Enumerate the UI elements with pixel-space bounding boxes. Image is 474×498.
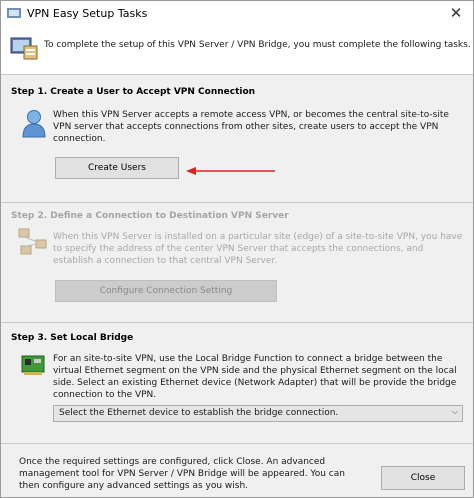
chevron-down-icon: ⌵ <box>451 407 458 416</box>
footer-instructions: Once the required settings are configured, click Close. An advanced management tool for VPN Server / VPN Bridge will be appeared. You can then configure any advanced settings as you wish. <box>19 457 345 491</box>
ethernet-device-select[interactable] <box>53 405 463 422</box>
header-instructions: To complete the setup of this VPN Server / VPN Bridge, you must complete the following tasks. <box>44 40 471 50</box>
step2-title: Step 2. Define a Connection to Destination VPN Server <box>11 211 289 221</box>
divider <box>1 443 473 444</box>
title-bar <box>1 1 473 26</box>
header-panel <box>1 26 473 74</box>
network-connection-icon <box>18 228 48 256</box>
annotation-arrow-icon <box>186 167 276 175</box>
step3-description: For an site-to-site VPN, use the Local Bridge Function to connect a bridge between the virtual Ethernet segment on the VPN side and the physical Ethernet segment on the local side. Select an existing Ethernet device (Network Adapter) that will be provide the bridge connection to the VPN. <box>53 354 457 400</box>
step1-title: Step 1. Create a User to Accept VPN Connection <box>11 87 256 97</box>
step1-description: When this VPN Server accepts a remote access VPN, or becomes the central site-to-site VPN server that accepts connections from other sites, create users to accept the VPN connection. <box>53 110 449 144</box>
user-icon <box>21 108 47 138</box>
ethernet-device-select-value: Select the Ethernet device to establish the bridge connection. <box>59 408 339 418</box>
app-icon <box>7 7 21 19</box>
divider <box>1 322 473 323</box>
step3-title: Step 3. Set Local Bridge <box>11 333 134 343</box>
divider <box>1 202 473 203</box>
create-users-button[interactable]: Create Users <box>55 157 179 179</box>
close-button[interactable]: Close <box>381 466 465 490</box>
divider <box>1 74 473 75</box>
close-window-icon[interactable]: ✕ <box>449 4 463 22</box>
network-card-icon <box>21 353 47 377</box>
window-title: VPN Easy Setup Tasks <box>27 7 148 20</box>
setup-tasks-icon <box>10 34 38 60</box>
configure-connection-setting-button[interactable]: Configure Connection Setting <box>55 280 277 302</box>
step2-description: When this VPN Server is installed on a particular site (edge) of a site-to-site VPN, you have to specify the address of the center VPN Server that accepts the connections, and establish a connection to that central VPN Server. <box>53 232 463 266</box>
